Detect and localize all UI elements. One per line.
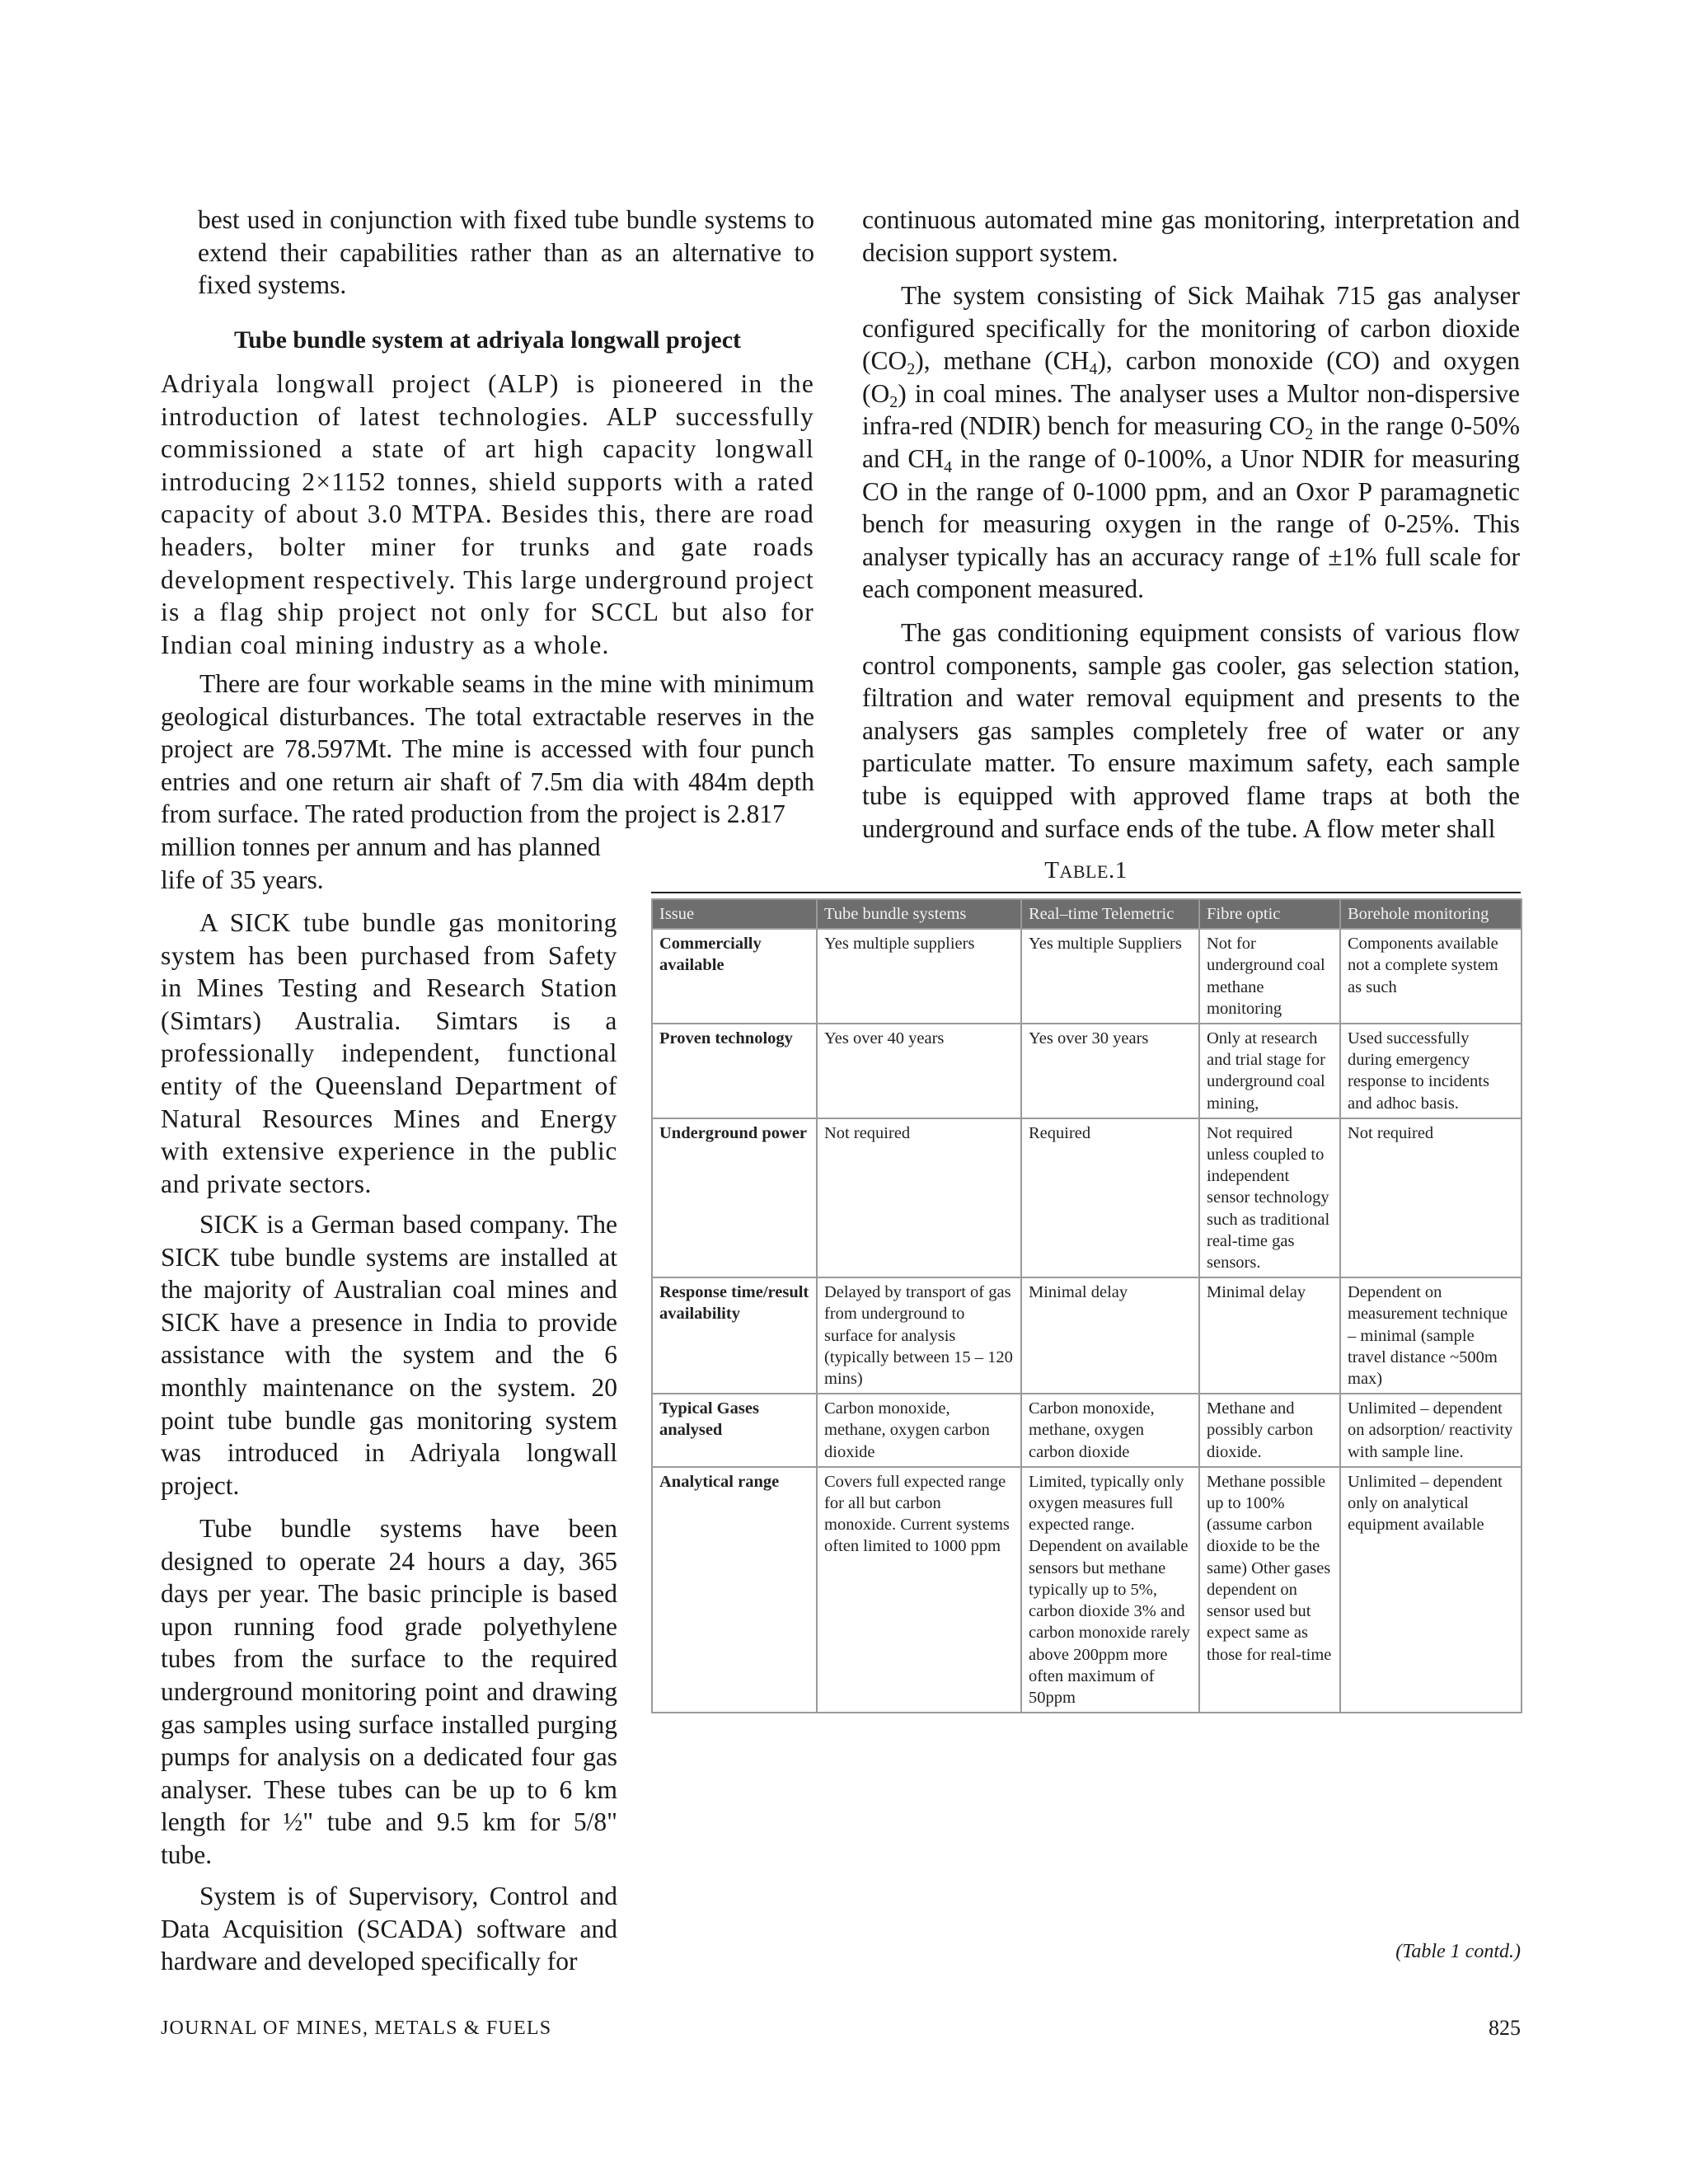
paragraph-seams-line: life of 35 years.	[161, 865, 324, 894]
comparison-table	[651, 898, 1522, 1713]
table-cell: Carbon monoxide, methane, oxygen carbon dioxide	[817, 1394, 1021, 1467]
paragraph-alp-intro: Adriyala longwall project (ALP) is pioneered in the introduction of latest technologies. ALP successfully commissioned a state of art high capacity longwall introducing 2×1152 tonnes, shield supports with a rated capacity of about 3.0 MTPA. Besides this, there are road headers, bolter miner for trunks and gate roads development respectively. This large underground project is a flag ship project not only for SCCL but also for Indian coal mining industry as a whole.	[161, 369, 814, 659]
table-cell: Methane and possibly carbon dioxide.	[1199, 1394, 1340, 1467]
paragraph-tube-bundle-design: Tube bundle systems have been designed to operate 24 hours a day, 365 days per year. The basic principle is based upon running food grade polyethylene tubes from the surface to the required underground monitoring point and drawing gas samples using surface installed purging pumps for analysis on a dedicated four gas analyser. These tubes can be up to 6 km length for ½" tube and 9.5 km for 5/8" tube.	[161, 1514, 617, 1869]
row-issue: Typical Gases analysed	[652, 1394, 817, 1467]
paragraph-decision-support: continuous automated mine gas monitoring, interpretation and decision support system.	[862, 205, 1520, 267]
column-header: Tube bundle systems	[817, 899, 1021, 929]
page-number: 825	[1489, 2016, 1521, 2040]
table-cell: Yes multiple suppliers	[817, 929, 1021, 1024]
table-cell: Required	[1021, 1118, 1199, 1277]
table-cell: Only at research and trial stage for underground coal mining,	[1199, 1024, 1340, 1118]
table-header-row	[652, 899, 1522, 929]
paragraph-sick-company: SICK is a German based company. The SICK tube bundle systems are installed at the majority of Australian coal mines and SICK have a presence in India to provide assistance with the system and the 6 monthly maintenance on the system. 20 point tube bundle gas monitoring system was introduced in Adriyala longwall project.	[161, 1210, 617, 1500]
table-cell: Covers full expected range for all but carbon monoxide. Current systems often limited to 1000 ppm	[817, 1467, 1021, 1713]
paragraph-scada: System is of Supervisory, Control and Data Acquisition (SCADA) software and hardware and developed specifically for	[161, 1882, 617, 1976]
table-row	[652, 1467, 1522, 1713]
continued-paragraph: best used in conjunction with fixed tube bundle systems to extend their capabilities rather than as an alternative to fixed systems.	[198, 205, 814, 300]
table-cell: Minimal delay	[1021, 1277, 1199, 1394]
paragraph-seams: There are four workable seams in the mine with minimum geological disturbances. The total extractable reserves in the project are 78.597Mt. The mine is accessed with four punch entries and one return air shaft of 7.5m dia with 484m depth from surface. The rated production from the project is 2.817	[161, 669, 814, 829]
table-cell: Yes multiple Suppliers	[1021, 929, 1199, 1024]
table-row	[652, 1024, 1522, 1118]
table-cell: Not for underground coal methane monitoring	[1199, 929, 1340, 1024]
table-caption: TABLE.1	[1044, 857, 1128, 883]
table-cell: Unlimited – dependent on adsorption/ reactivity with sample line.	[1340, 1394, 1522, 1467]
section-heading: Tube bundle system at adriyala longwall project	[233, 326, 742, 354]
table-row	[652, 1118, 1522, 1277]
table-cell: Yes over 40 years	[817, 1024, 1021, 1118]
table-cell: Not required	[1340, 1118, 1522, 1277]
table-cell: Delayed by transport of gas from underground to surface for analysis (typically between 15 – 120 mins)	[817, 1277, 1021, 1394]
table-cell: Unlimited – dependent only on analytical equipment available	[1340, 1467, 1522, 1713]
table-row	[652, 1394, 1522, 1467]
paragraph-gas-conditioning: The gas conditioning equipment consists of various flow control components, sample gas cooler, gas selection station, filtration and water removal equipment and presents to the analysers gas samples completely free of water or any particulate matter. To ensure maximum safety, each sample tube is equipped with approved flame traps at both the underground and surface ends of the tube. A flow meter shall	[862, 618, 1520, 843]
row-issue: Underground power	[652, 1118, 817, 1277]
table-cell: Minimal delay	[1199, 1277, 1340, 1394]
table-cell: Used successfully during emergency response to incidents and adhoc basis.	[1340, 1024, 1522, 1118]
table-row	[652, 929, 1522, 1024]
journal-footer: JOURNAL OF MINES, METALS & FUELS	[161, 2018, 552, 2039]
table-top-rule	[651, 892, 1521, 893]
row-issue: Commercially available	[652, 929, 817, 1024]
row-issue: Proven technology	[652, 1024, 817, 1118]
table-continued-note: (Table 1 contd.)	[1395, 1941, 1521, 1962]
paragraph-seams-line: million tonnes per annum and has planned	[161, 832, 601, 861]
table-cell: Components available not a complete system as such	[1340, 929, 1522, 1024]
table-cell: Yes over 30 years	[1021, 1024, 1199, 1118]
table-cell: Methane possible up to 100% (assume carbon dioxide to be the same) Other gases dependent on sensor used but expect same as those for real-time	[1199, 1467, 1340, 1713]
row-issue: Response time/result availability	[652, 1277, 817, 1394]
table-row	[652, 1277, 1522, 1394]
table-cell: Dependent on measurement technique – minimal (sample travel distance ~500m max)	[1340, 1277, 1522, 1394]
table-cell: Not required unless coupled to independent sensor technology such as traditional real-time gas sensors.	[1199, 1118, 1340, 1277]
column-header: Borehole monitoring	[1340, 899, 1522, 929]
column-header: Issue	[652, 899, 817, 929]
paragraph-simtars: A SICK tube bundle gas monitoring system has been purchased from Safety in Mines Testing and Research Station (Simtars) Australia. Simtars is a professionally independent, functional entity of the Queensland Department of Natural Resources Mines and Energy with extensive experience in the public and private sectors.	[161, 908, 617, 1198]
table-cell: Not required	[817, 1118, 1021, 1277]
row-issue: Analytical range	[652, 1467, 817, 1713]
table-cell: Carbon monoxide, methane, oxygen carbon dioxide	[1021, 1394, 1199, 1467]
column-header: Real–time Telemetric	[1021, 899, 1199, 929]
column-header: Fibre optic	[1199, 899, 1340, 929]
table-cell: Limited, typically only oxygen measures full expected range. Dependent on available sensors but methane typically up to 5%, carbon dioxide 3% and carbon monoxide rarely above 200ppm more often maximum of 50ppm	[1021, 1467, 1199, 1713]
paragraph-gas-analyser: The system consisting of Sick Maihak 715 gas analyser configured specifically for the monitoring of carbon dioxide $(CO_2)$, methane $(CH_4)$, carbon monoxide (CO) and oxygen $(O_2)$ in coal mines. The analyser uses a Multor non-dispersive infra-red (NDIR) bench for measuring $CO_2$ in the range 0-50% and $CH_4$ in the range of 0-100%, a Unor NDIR for measuring CO in the range of 0-1000 ppm, and an Oxor P paramagnetic bench for measuring oxygen in the range of 0-25%. This analyser typically has an accuracy range of ±1% full scale for each component measured.	[862, 281, 1520, 604]
